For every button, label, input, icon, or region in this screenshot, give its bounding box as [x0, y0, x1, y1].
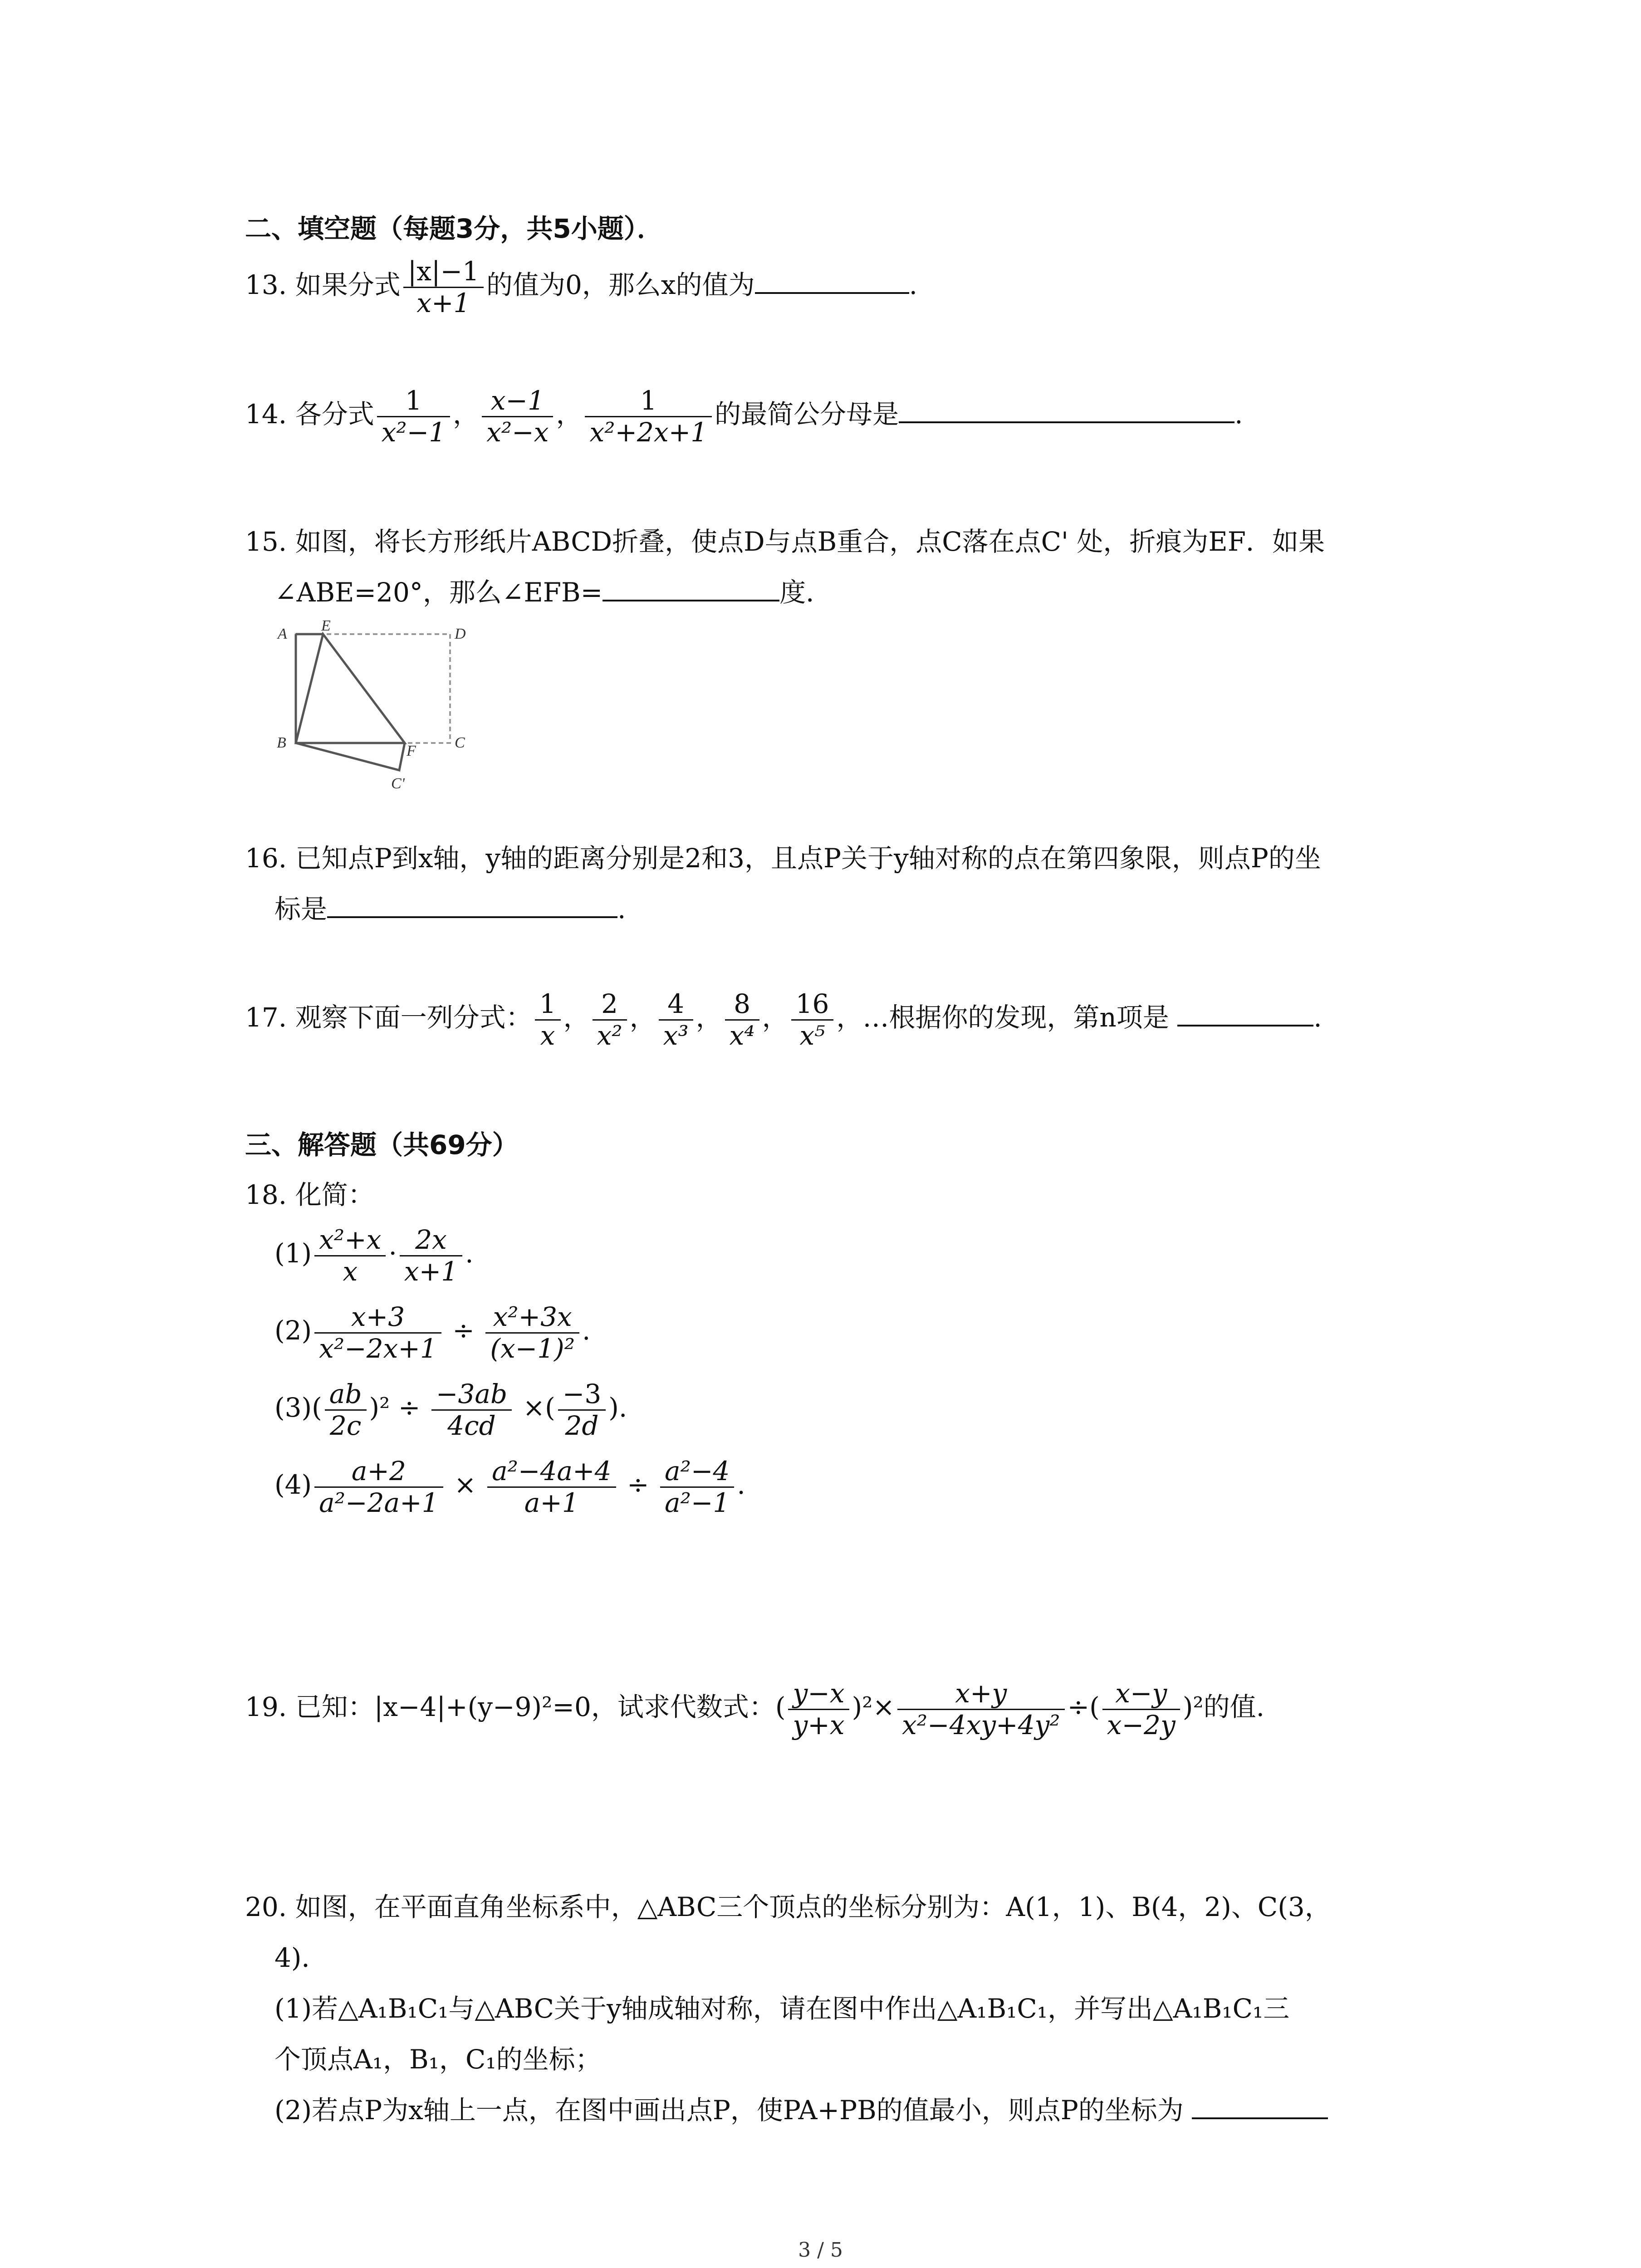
q17-term-5: $\frac{16}{\text{x⁵}}$ [791, 989, 834, 1051]
question-20-line-4: 个顶点A₁，B₁，C₁的坐标； [274, 2044, 602, 2075]
question-17: 17. 观察下面一列分式： $\frac{1}{x}$ ， $\frac{2}{\text{x²}}$ ， $\frac{4}{\text{x³}}$ ， $\frac{8}{\text{x⁴}}$ ， $\frac{16}{\text{x⁵}}$ ，…根据你的发现，第n项是 . [245, 988, 1322, 1051]
question-16-line-1: 16. 已知点P到x轴，y轴的距离分别是2和3，且点P关于y轴对称的点在第四象限，则点P的坐 [245, 843, 1321, 874]
question-16-line-2: 标是 . [274, 894, 626, 924]
q18-part-1: (1) $\frac{\text{x²+x}}{x}$ · $\frac{2x}{x+1}$ . [274, 1224, 474, 1287]
label-e: E [321, 617, 331, 634]
q17-term-3: $\frac{4}{\text{x³}}$ [659, 989, 693, 1051]
q18-part-3: (3)( $\frac{ab}{2c}$ )² ÷ $\frac{-3ab}{4cd}$ ×( $\frac{-3}{2d}$ ). [274, 1378, 627, 1441]
question-18: 18. 化简： [245, 1179, 374, 1210]
q18-part-2: (2) $\frac{x+3}{\text{x²−2x+1}}$ ÷ $\frac{\text{x²+3x}}{\text{(x−1)²}}$ . [274, 1301, 591, 1364]
answer-blank[interactable] [603, 600, 779, 601]
answer-blank[interactable] [1192, 2117, 1328, 2119]
question-20-line-1: 20. 如图，在平面直角坐标系中，△ABC三个顶点的坐标分别为：A(1，1)、B(4，2)、C(3， [245, 1892, 1331, 1922]
q18-part-4: (4) $\frac{a+2}{\text{a²−2a+1}}$ × $\frac{\text{a²−4a+4}}{a+1}$ ÷ $\frac{\text{a²−4}}{\text{a²−1}}$ . [274, 1456, 745, 1518]
q14-fraction-1: $\frac{1}{\text{x²−1}}$ [377, 386, 450, 447]
question-19: 19. 已知：|x−4|+(y−9)²=0，试求代数式：( $\frac{y-x}{y+x}$ )²× $\frac{x+y}{\text{x²−4xy+4y²}}$ ÷( $\frac{x-y}{x-2y}$ )²的值. [245, 1678, 1265, 1740]
question-20-line-3: (1)若△A₁B₁C₁与△ABC关于y轴成轴对称，请在图中作出△A₁B₁C₁，并写出△A₁B₁C₁三 [274, 1993, 1290, 2024]
page-number: 3 / 5 [798, 2239, 843, 2262]
question-20-line-2: 4)． [274, 1942, 328, 1973]
q17-term-2: $\frac{2}{\text{x²}}$ [593, 989, 627, 1051]
q14-fraction-3: $\frac{1}{\text{x²+2x+1}}$ [585, 386, 712, 447]
label-c-prime: C' [391, 775, 405, 792]
label-a: A [278, 626, 287, 642]
folded-flap [296, 743, 405, 770]
q17-term-4: $\frac{8}{\text{x⁴}}$ [725, 989, 759, 1051]
question-14: 14. 各分式 $\frac{1}{\text{x²−1}}$ ， $\frac{x-1}{\text{x²−x}}$ ， $\frac{1}{\text{x²+2x+1}}$ 的最简公分母是 . [245, 385, 1243, 448]
answer-blank[interactable] [327, 916, 617, 918]
label-b: B [277, 734, 286, 751]
q17-term-1: $\frac{1}{x}$ [535, 989, 561, 1051]
question-20-line-5: (2)若点P为x轴上一点，在图中画出点P，使PA+PB的值最小，则点P的坐标为 [274, 2095, 1328, 2126]
answer-blank[interactable] [899, 421, 1234, 423]
question-15-line-1: 15. 如图，将长方形纸片ABCD折叠，使点D与点B重合，点C落在点C' 处，折痕为EF．如果 [245, 526, 1325, 557]
section-3-title: 三、解答题（共69分） [245, 1129, 519, 1160]
q13-fraction: $\frac{|x|-1}{x+1}$ [403, 256, 484, 318]
q14-fraction-2: $\frac{x-1}{\text{x²−x}}$ [482, 386, 553, 447]
section-2-title: 二、填空题（每题3分，共5小题）． [245, 213, 663, 244]
label-f: F [407, 743, 416, 759]
question-13: 13. 如果分式 $\frac{|x|-1}{x+1}$ 的值为0，那么x的值为 . [245, 256, 918, 318]
fold-triangle [296, 634, 405, 743]
label-c: C [455, 734, 465, 751]
rectangle-fold-figure [268, 617, 504, 798]
answer-blank[interactable] [755, 292, 909, 294]
answer-blank[interactable] [1177, 1025, 1313, 1026]
label-d: D [455, 626, 466, 642]
question-15-line-2: ∠ABE=20°，那么∠EFB= 度． [274, 577, 833, 608]
